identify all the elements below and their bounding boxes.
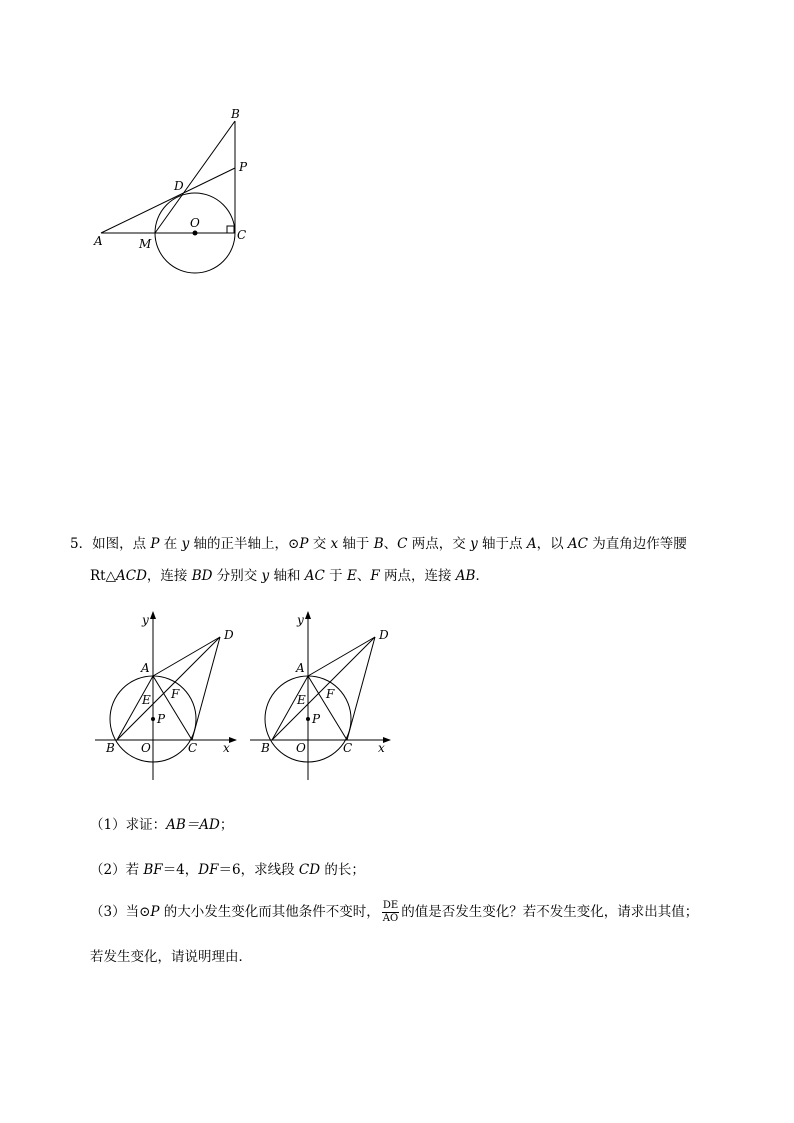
figure-problem5-left — [90, 608, 250, 783]
label-C: C — [237, 228, 247, 242]
label-D: D — [224, 628, 234, 642]
figure-circle-tangent — [90, 100, 270, 280]
label-D: D — [174, 179, 184, 193]
label-P: P — [157, 712, 166, 726]
label-P: P — [312, 712, 321, 726]
label-P: P — [239, 160, 248, 174]
label-x-axis: x — [378, 741, 385, 755]
label-C: C — [188, 741, 198, 755]
fraction-de-over-ao: $\frac{DE}{AO}$ — [382, 900, 399, 924]
label-M: M — [139, 237, 152, 251]
label-A: A — [141, 661, 150, 675]
question-2: （2）若 BF＝4，DF＝6，求线段 CD 的长； — [90, 862, 365, 878]
label-y-axis: y — [142, 613, 149, 627]
label-O: O — [190, 216, 200, 230]
figure-problem5-right — [245, 608, 405, 783]
label-C: C — [343, 741, 353, 755]
label-A: A — [296, 661, 305, 675]
label-O: O — [141, 741, 151, 755]
label-E: E — [142, 693, 151, 707]
problem5-stem-line1: 5．如图，点 P 在 y 轴的正半轴上，⊙P 交 x 轴于 B、C 两点，交 y 轴于点 A，以 AC 为直角边作等腰 — [70, 536, 687, 552]
label-O: O — [296, 741, 306, 755]
label-F: F — [326, 687, 335, 701]
label-F: F — [171, 687, 180, 701]
label-A: A — [94, 234, 103, 248]
label-x-axis: x — [223, 741, 230, 755]
question-1: （1）求证：AB＝AD； — [90, 817, 234, 833]
problem5-stem-line2: Rt△ACD，连接 BD 分别交 y 轴和 AC 于 E、F 两点，连接 AB． — [90, 568, 489, 584]
label-B: B — [261, 741, 270, 755]
question-3: （3）当⊙P 的大小发生变化而其他条件不变时， $\frac{DE}{AO}$ 的值是否发生变化？若不发生变化，请求出其值； — [90, 900, 699, 924]
label-B: B — [106, 741, 115, 755]
question-3-line2: 若发生变化，请说明理由． — [90, 949, 252, 965]
label-y-axis: y — [297, 613, 304, 627]
label-E: E — [297, 693, 306, 707]
label-D: D — [379, 628, 389, 642]
label-B: B — [231, 107, 240, 121]
